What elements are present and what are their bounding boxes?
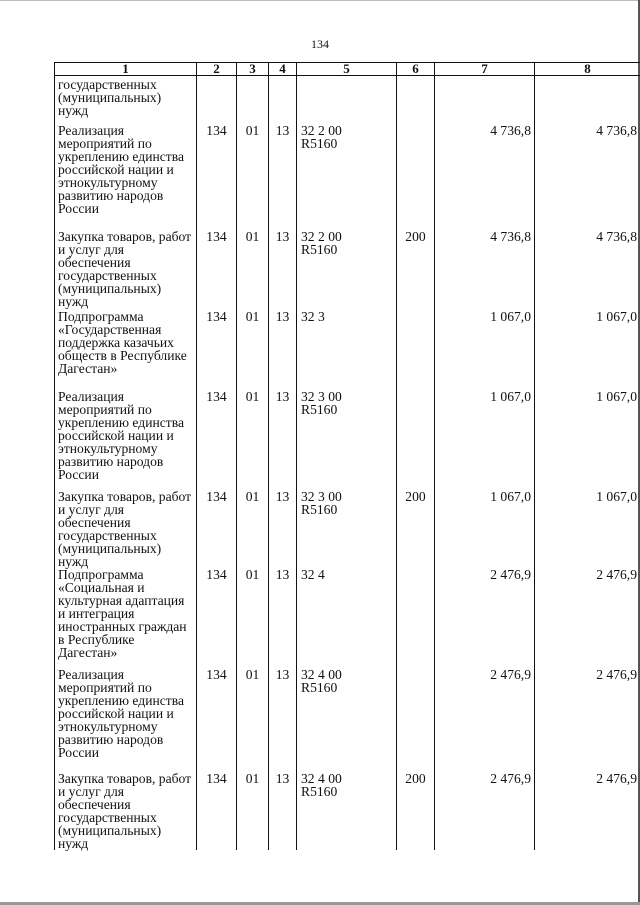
budget-table [54,62,640,850]
target-article-suffix: R5160 [301,136,338,151]
row-name-cell: Реализация мероприятий по укреплению единства российской нации и этнокультурному развитию народов России [55,390,197,490]
page-number: 134 [311,37,329,51]
expense-type-cell: 200 [397,772,435,850]
target-article-suffix: R5160 [301,680,338,695]
expense-type-cell [397,124,435,230]
row-name-cell: Закупка товаров, работ и услуг для обеспечения государственных (муниципальных) нужд [55,772,197,850]
target-article-cell [297,76,397,125]
target-article-cell [297,568,397,668]
subsection-code-cell: 13 [269,668,297,772]
expense-type-cell [397,668,435,772]
subsection-code-cell: 13 [269,568,297,668]
row-name-cell: Закупка товаров, работ и услуг для обеспечения государственных (муниципальных) нужд [55,490,197,568]
grbs-code-cell: 134 [197,124,237,230]
row-name-cell: Реализация мероприятий по укреплению единства российской нации и этнокультурному развитию народов России [55,124,197,230]
subsection-code-cell: 13 [269,230,297,310]
grbs-code-cell: 134 [197,310,237,390]
amount-cell-8: 1 067,0 [535,390,640,490]
section-code-cell: 01 [237,230,269,310]
target-article-cell [297,124,397,230]
target-article-suffix: R5160 [301,402,338,417]
amount-cell-8: 4 736,8 [535,124,640,230]
amount-cell-7: 2 476,9 [435,772,535,850]
subsection-code-cell: 13 [269,310,297,390]
expense-type-cell [397,310,435,390]
section-code-cell [237,76,269,125]
target-article-code: 32 4 00 [301,667,342,682]
table-row [55,490,640,568]
amount-cell-7: 1 067,0 [435,310,535,390]
column-header-2: 2 [197,63,237,76]
amount-cell-7: 1 067,0 [435,390,535,490]
section-code-cell: 01 [237,490,269,568]
grbs-code-cell: 134 [197,490,237,568]
grbs-code-cell: 134 [197,390,237,490]
row-name-cell: Подпрограмма «Государственная поддержка казачьих обществ в Республике Дагестан» [55,310,197,390]
target-article-cell [297,310,397,390]
section-code-cell: 01 [237,772,269,850]
amount-cell-8: 2 476,9 [535,668,640,772]
table-header-row [55,63,640,76]
scan-top-edge [0,0,640,1]
amount-cell-8: 2 476,9 [535,772,640,850]
row-name-cell: Закупка товаров, работ и услуг для обеспечения государственных (муниципальных) нужд [55,230,197,310]
grbs-code-cell: 134 [197,230,237,310]
column-header-7: 7 [435,63,535,76]
section-code-cell: 01 [237,668,269,772]
column-header-6: 6 [397,63,435,76]
table-row [55,230,640,310]
target-article-cell [297,390,397,490]
table-row [55,772,640,850]
column-header-8: 8 [535,63,640,76]
grbs-code-cell: 134 [197,772,237,850]
target-article-code: 32 3 00 [301,489,342,504]
expense-type-cell [397,568,435,668]
target-article-cell [297,230,397,310]
amount-cell-8: 4 736,8 [535,230,640,310]
target-article-code: 32 4 00 [301,771,342,786]
amount-cell-7: 2 476,9 [435,668,535,772]
amount-cell-7: 2 476,9 [435,568,535,668]
target-article-suffix: R5160 [301,242,338,257]
subsection-code-cell: 13 [269,772,297,850]
expense-type-cell [397,390,435,490]
column-header-5: 5 [297,63,397,76]
grbs-code-cell [197,76,237,125]
target-article-cell [297,490,397,568]
column-header-3: 3 [237,63,269,76]
section-code-cell: 01 [237,390,269,490]
amount-cell-8: 1 067,0 [535,310,640,390]
column-header-1: 1 [55,63,197,76]
target-article-cell [297,772,397,850]
target-article-code: 32 3 [301,309,325,324]
table-row [55,568,640,668]
amount-cell-8 [535,76,640,125]
target-article-suffix: R5160 [301,784,338,799]
expense-type-cell [397,76,435,125]
subsection-code-cell: 13 [269,390,297,490]
table-row [55,124,640,230]
amount-cell-7: 4 736,8 [435,124,535,230]
subsection-code-cell: 13 [269,124,297,230]
grbs-code-cell: 134 [197,568,237,668]
section-code-cell: 01 [237,124,269,230]
amount-cell-7 [435,76,535,125]
target-article-code: 32 2 00 [301,123,342,138]
row-name-cell: Подпрограмма «Социальная и культурная адаптация и интеграция иностранных граждан в Республике Дагестан» [55,568,197,668]
table-row [55,668,640,772]
target-article-code: 32 4 [301,567,325,582]
target-article-code: 32 3 00 [301,389,342,404]
row-name-cell: государственных (муниципальных) нужд [55,76,197,125]
column-header-4: 4 [269,63,297,76]
subsection-code-cell [269,76,297,125]
amount-cell-7: 1 067,0 [435,490,535,568]
section-code-cell: 01 [237,310,269,390]
row-name-cell: Реализация мероприятий по укреплению единства российской нации и этнокультурному развитию народов России [55,668,197,772]
grbs-code-cell: 134 [197,668,237,772]
expense-type-cell: 200 [397,490,435,568]
expense-type-cell: 200 [397,230,435,310]
amount-cell-8: 2 476,9 [535,568,640,668]
amount-cell-8: 1 067,0 [535,490,640,568]
budget-table-container [54,62,640,850]
target-article-code: 32 2 00 [301,229,342,244]
amount-cell-7: 4 736,8 [435,230,535,310]
table-row [55,310,640,390]
section-code-cell: 01 [237,568,269,668]
target-article-cell [297,668,397,772]
table-row [55,76,640,125]
subsection-code-cell: 13 [269,490,297,568]
table-row [55,390,640,490]
target-article-suffix: R5160 [301,502,338,517]
